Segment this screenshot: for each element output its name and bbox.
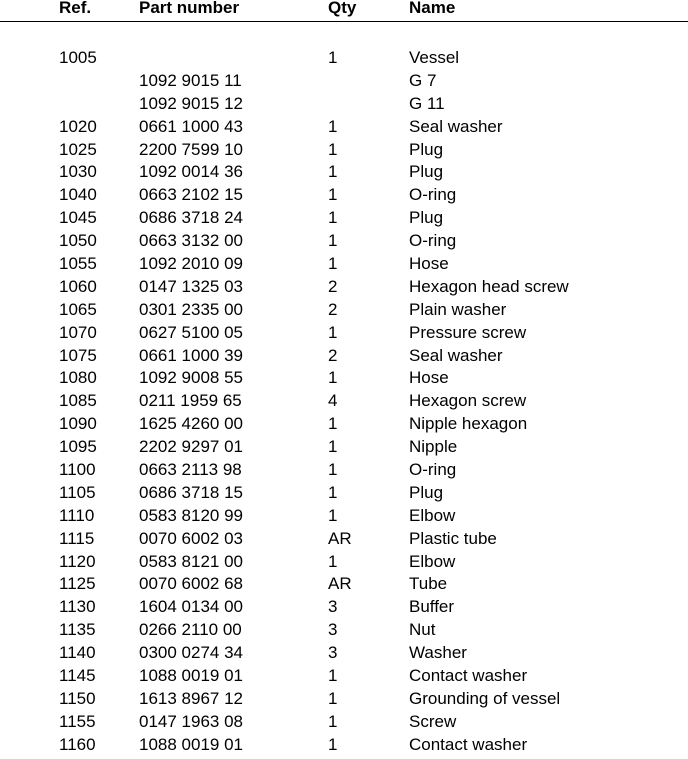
row-ref: 1085 bbox=[59, 391, 97, 411]
header-part-number: Part number bbox=[139, 0, 240, 17]
row-name: O-ring bbox=[409, 460, 457, 480]
row-qty: 1 bbox=[328, 116, 338, 136]
row-qty: 1 bbox=[328, 437, 338, 457]
row-name: Hexagon head screw bbox=[409, 276, 569, 296]
row-ref: 1030 bbox=[59, 162, 97, 182]
header-qty: Qty bbox=[328, 0, 357, 17]
row-part-number: 0663 2113 98 bbox=[139, 460, 242, 480]
row-part-number: 2202 9297 01 bbox=[139, 437, 243, 457]
row-ref: 1040 bbox=[59, 185, 97, 205]
table-row bbox=[0, 161, 688, 184]
table-row bbox=[0, 528, 688, 551]
row-qty: 1 bbox=[328, 482, 338, 502]
row-name: Seal washer bbox=[409, 116, 503, 136]
row-ref: 1055 bbox=[59, 254, 97, 274]
row-name: Nut bbox=[409, 620, 436, 640]
row-qty: 1 bbox=[328, 48, 338, 67]
row-ref: 1160 bbox=[59, 734, 96, 754]
row-qty: 1 bbox=[328, 734, 338, 754]
row-part-number: 0686 3718 24 bbox=[139, 208, 243, 228]
row-name: Plastic tube bbox=[409, 528, 497, 548]
row-part-number: 0583 8120 99 bbox=[139, 505, 243, 525]
row-part-number: 0070 6002 03 bbox=[139, 528, 243, 548]
table-row bbox=[0, 93, 688, 116]
table-row bbox=[0, 482, 688, 505]
row-qty: 1 bbox=[328, 139, 338, 159]
row-part-number: 0583 8121 00 bbox=[139, 551, 243, 571]
row-ref: 1150 bbox=[59, 688, 96, 708]
row-qty: AR bbox=[328, 574, 352, 594]
table-row bbox=[0, 688, 688, 711]
row-name: Nipple hexagon bbox=[409, 414, 528, 434]
row-name: O-ring bbox=[409, 185, 457, 205]
row-qty: 1 bbox=[328, 368, 338, 388]
row-ref: 1140 bbox=[59, 643, 96, 663]
table-row bbox=[0, 642, 688, 665]
row-qty: 1 bbox=[328, 414, 338, 434]
row-name: Elbow bbox=[409, 551, 456, 571]
row-ref: 1100 bbox=[59, 460, 96, 480]
row-part-number: 1625 4260 00 bbox=[139, 414, 243, 434]
row-qty: 3 bbox=[328, 643, 338, 663]
row-qty: 1 bbox=[328, 666, 338, 686]
row-name: Elbow bbox=[409, 505, 456, 525]
row-name: Hose bbox=[409, 254, 449, 274]
row-name: Washer bbox=[409, 643, 467, 663]
row-part-number: 1092 9008 55 bbox=[139, 368, 243, 388]
row-name: Tube bbox=[409, 574, 448, 594]
table-row bbox=[0, 505, 688, 528]
row-ref: 1005 bbox=[59, 48, 97, 67]
row-ref: 1020 bbox=[59, 116, 97, 136]
row-ref: 1060 bbox=[59, 276, 97, 296]
row-part-number: 1092 2010 09 bbox=[139, 254, 243, 274]
row-qty: 4 bbox=[328, 391, 338, 411]
row-qty: 3 bbox=[328, 597, 338, 617]
table-row bbox=[0, 345, 688, 368]
table-row bbox=[0, 253, 688, 276]
row-part-number: 0266 2110 00 bbox=[139, 620, 242, 640]
row-name: G 7 bbox=[409, 70, 437, 90]
row-ref: 1145 bbox=[59, 666, 96, 686]
row-name: Plain washer bbox=[409, 299, 507, 319]
table-row bbox=[0, 413, 688, 436]
row-ref: 1065 bbox=[59, 299, 97, 319]
row-part-number: 1088 0019 01 bbox=[139, 666, 243, 686]
row-ref: 1155 bbox=[59, 711, 96, 731]
table-row bbox=[0, 390, 688, 413]
row-qty: 1 bbox=[328, 185, 338, 205]
row-name: Grounding of vessel bbox=[409, 688, 561, 708]
row-qty: 1 bbox=[328, 208, 338, 228]
row-part-number: 1092 0014 36 bbox=[139, 162, 243, 182]
row-part-number: 0663 3132 00 bbox=[139, 231, 243, 251]
table-row bbox=[0, 47, 688, 70]
table-header bbox=[0, 0, 688, 22]
table-row bbox=[0, 230, 688, 253]
row-ref: 1045 bbox=[59, 208, 97, 228]
table-row bbox=[0, 596, 688, 619]
row-name: Contact washer bbox=[409, 734, 528, 754]
row-part-number: 0661 1000 43 bbox=[139, 116, 243, 136]
row-part-number: 2200 7599 10 bbox=[139, 139, 243, 159]
row-part-number: 1088 0019 01 bbox=[139, 734, 243, 754]
row-qty: 2 bbox=[328, 276, 338, 296]
row-ref: 1130 bbox=[59, 597, 96, 617]
row-qty: 1 bbox=[328, 322, 338, 342]
row-name: G 11 bbox=[409, 93, 445, 113]
row-name: Plug bbox=[409, 208, 444, 228]
table-row bbox=[0, 551, 688, 574]
row-qty: 1 bbox=[328, 162, 338, 182]
header-name: Name bbox=[409, 0, 456, 17]
table-row bbox=[0, 322, 688, 345]
row-ref: 1090 bbox=[59, 414, 97, 434]
row-ref: 1105 bbox=[59, 482, 96, 502]
row-name: Hexagon screw bbox=[409, 391, 527, 411]
row-ref: 1070 bbox=[59, 322, 97, 342]
row-name: Pressure screw bbox=[409, 322, 527, 342]
row-part-number: 0627 5100 05 bbox=[139, 322, 243, 342]
row-qty: 1 bbox=[328, 460, 338, 480]
row-ref: 1135 bbox=[59, 620, 96, 640]
table-row bbox=[0, 367, 688, 390]
row-ref: 1110 bbox=[59, 505, 95, 525]
row-qty: 1 bbox=[328, 711, 338, 731]
row-part-number: 1092 9015 11 bbox=[139, 70, 242, 90]
row-part-number: 1613 8967 12 bbox=[139, 688, 243, 708]
row-qty: 2 bbox=[328, 345, 338, 365]
row-name: Plug bbox=[409, 482, 444, 502]
row-name: Seal washer bbox=[409, 345, 503, 365]
row-part-number: 1092 9015 12 bbox=[139, 93, 243, 113]
table-row bbox=[0, 734, 688, 757]
table-row bbox=[0, 711, 688, 734]
row-ref: 1025 bbox=[59, 139, 97, 159]
row-part-number: 0070 6002 68 bbox=[139, 574, 243, 594]
row-ref: 1115 bbox=[59, 528, 95, 548]
table-body bbox=[0, 47, 688, 757]
row-name: Screw bbox=[409, 711, 457, 731]
row-qty: 1 bbox=[328, 688, 338, 708]
row-name: Hose bbox=[409, 368, 449, 388]
row-ref: 1095 bbox=[59, 437, 97, 457]
table-row bbox=[0, 459, 688, 482]
table-row bbox=[0, 619, 688, 642]
table-row bbox=[0, 70, 688, 93]
row-name: Nipple bbox=[409, 437, 458, 457]
row-ref: 1120 bbox=[59, 551, 96, 571]
row-name: Contact washer bbox=[409, 666, 528, 686]
row-name: O-ring bbox=[409, 231, 457, 251]
row-part-number: 0211 1959 65 bbox=[139, 391, 242, 411]
row-qty: 1 bbox=[328, 231, 338, 251]
table-row bbox=[0, 436, 688, 459]
row-qty: 2 bbox=[328, 299, 338, 319]
row-part-number: 1604 0134 00 bbox=[139, 597, 243, 617]
row-part-number: 0663 2102 15 bbox=[139, 185, 243, 205]
row-ref: 1050 bbox=[59, 231, 97, 251]
row-name: Plug bbox=[409, 162, 444, 182]
row-name: Buffer bbox=[409, 597, 455, 617]
row-name: Vessel bbox=[409, 48, 460, 67]
row-qty: 3 bbox=[328, 620, 338, 640]
table-row bbox=[0, 276, 688, 299]
row-ref: 1080 bbox=[59, 368, 97, 388]
row-qty: 1 bbox=[328, 254, 338, 274]
table-row bbox=[0, 665, 688, 688]
row-qty: AR bbox=[328, 528, 352, 548]
row-part-number: 0301 2335 00 bbox=[139, 299, 243, 319]
row-part-number: 0686 3718 15 bbox=[139, 482, 243, 502]
row-qty: 1 bbox=[328, 551, 338, 571]
table-row bbox=[0, 573, 688, 596]
table-row bbox=[0, 116, 688, 139]
table-row bbox=[0, 299, 688, 322]
row-ref: 1075 bbox=[59, 345, 97, 365]
row-ref: 1125 bbox=[59, 574, 96, 594]
table-row bbox=[0, 207, 688, 230]
row-part-number: 0147 1325 03 bbox=[139, 276, 243, 296]
table-row bbox=[0, 184, 688, 207]
row-part-number: 0147 1963 08 bbox=[139, 711, 243, 731]
row-qty: 1 bbox=[328, 505, 338, 525]
row-name: Plug bbox=[409, 139, 444, 159]
header-ref: Ref. bbox=[59, 0, 92, 17]
row-part-number: 0661 1000 39 bbox=[139, 345, 243, 365]
table-row bbox=[0, 139, 688, 162]
row-part-number: 0300 0274 34 bbox=[139, 643, 243, 663]
